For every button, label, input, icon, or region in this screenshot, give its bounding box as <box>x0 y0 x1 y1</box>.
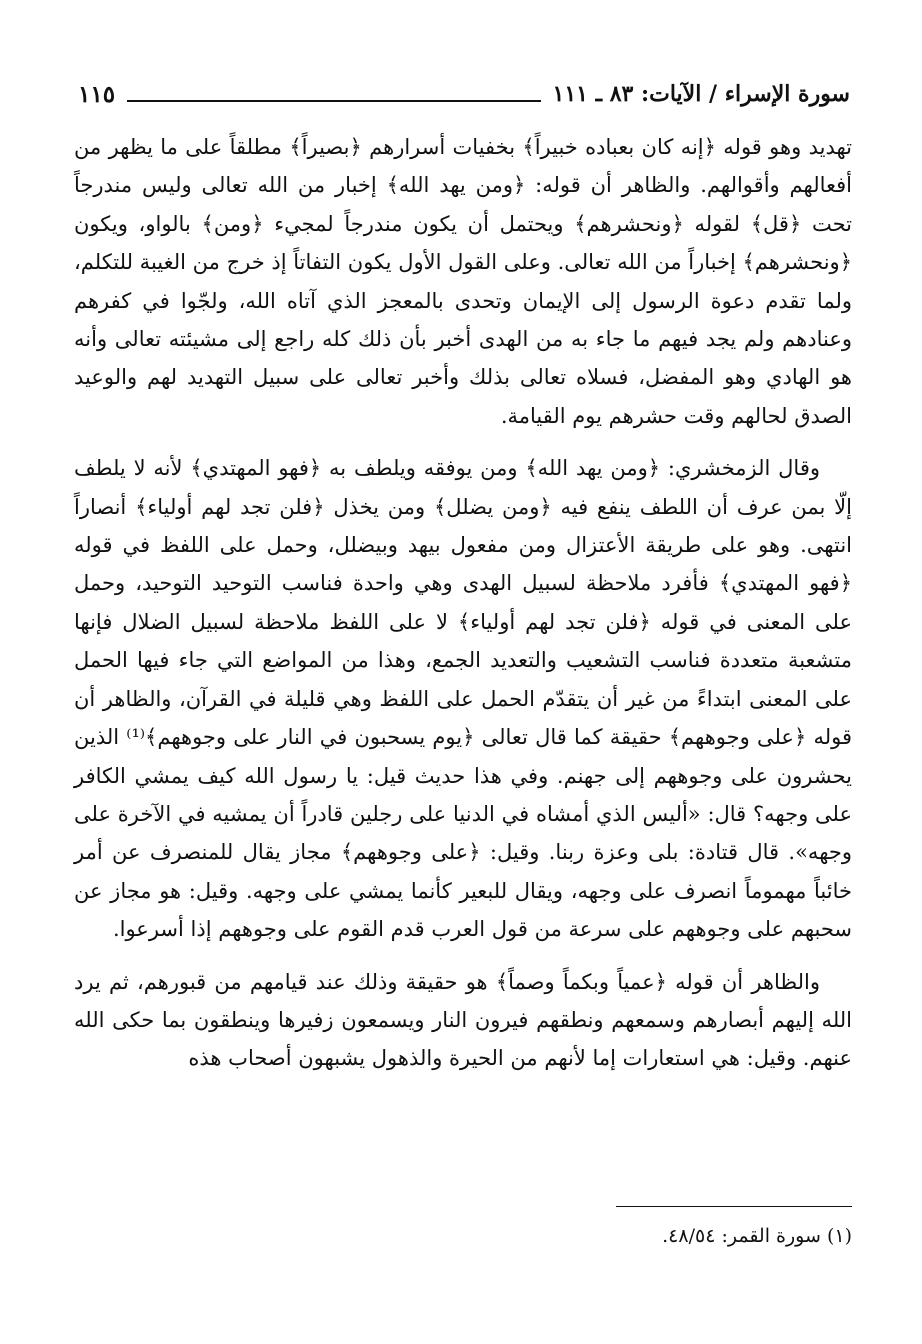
footnote: (١) سورة القمر: ٤٨/٥٤. <box>662 1225 852 1247</box>
header-rule <box>127 100 540 102</box>
body-text <box>74 128 852 1092</box>
running-title: سورة الإسراء / الآيات: ٨٣ ـ ١١١ <box>552 81 850 107</box>
page-number: ١١٥ <box>78 80 116 108</box>
page-header <box>78 74 850 114</box>
paragraph: والظاهر أن قوله ﴿عمياً وبكماً وصماً﴾ هو حقيقة وذلك عند قيامهم من قبورهم، ثم يرد الله إليهم أبصارهم وسمعهم ونطقهم فيرون النار ويسمعون زفيرها وينطقون بما حكى الله عنهم. وقيل: هي استعارات إما لأنهم من الحيرة والذهول يشبهون أصحاب هذه <box>74 969 852 1071</box>
footnote-rule <box>616 1206 852 1207</box>
paragraph: وقال الزمخشري: ﴿ومن يهد الله﴾ ومن يوفقه ويلطف به ﴿فهو المهتدي﴾ لأنه لا يلطف إلّا بمن عرف أن اللطف ينفع فيه ﴿ومن يضلل﴾ ومن يخذل ﴿فلن تجد لهم أولياء﴾ أنصاراً انتهى. وهو على طريقة الأعتزال ومن مفعول بيهد وبيضلل، وحمل على اللفظ في قوله ﴿فهو المهتدي﴾ فأفرد ملاحظة لسبيل الهدى وهي واحدة فناسب التوحيد التوحيد، وحمل على المعنى في قوله ﴿فلن تجد لهم أولياء﴾ لا على اللفظ ملاحظة لسبيل الضلال فإنها متشعبة متعددة فناسب التشعيب والتعديد الجمع، وهذا من المواضع التي جاء فيها الحمل على المعنى ابتداءً من غير أن يتقدّم الحمل على اللفظ وهي قليلة في القرآن، والظاهر أن قوله ﴿على وجوههم﴾ حقيقة كما قال تعالى ﴿يوم يسحبون في النار على وجوههم﴾⁽¹⁾ الذين يحشرون على وجوههم إلى جهنم. وفي هذا حديث قيل: يا رسول الله كيف يمشي الكافر على وجهه؟ قال: «أليس الذي أمشاه في الدنيا على رجلين قادراً أن يمشيه في الآخرة على وجهه». قال قتادة: بلى وعزة ربنا. وقيل: ﴿على وجوههم﴾ مجاز يقال للمنصرف عن أمر خائباً مهموماً انصرف على وجهه، ويقال للبعير كأنما يمشي على وجهه. وقيل: هو مجاز عن سحبهم على وجوههم على سرعة من قول العرب قدم القوم على وجوههم إذا أسرعوا. <box>74 456 852 942</box>
paragraph: تهديد وهو قوله ﴿إنه كان بعباده خبيراً﴾ بخفيات أسرارهم ﴿بصيراً﴾ مطلقاً على ما يظهر من أفعالهم وأقوالهم. والظاهر أن قوله: ﴿ومن يهد الله﴾ إخبار من الله تعالى وليس مندرجاً تحت ﴿قل﴾ لقوله ﴿ونحشرهم﴾ ويحتمل أن يكون مندرجاً لمجيء ﴿ومن﴾ بالواو، ويكون ﴿ونحشرهم﴾ إخباراً من الله تعالى. وعلى القول الأول يكون التفاتاً إذ خرج من الغيبة للتكلم، ولما تقدم دعوة الرسول إلى الإيمان وتحدى بالمعجز الذي آتاه الله، ولجّوا في كفرهم وعنادهم ولم يجد فيهم ما جاء به من الهدى أخبر بأن ذلك كله راجع إلى مشيئته تعالى وأنه هو الهادي وهو المفضل، فسلاه تعالى بذلك وأخبر تعالى على سبيل التهديد لهم والوعيد الصدق لحالهم وقت حشرهم يوم القيامة. <box>74 135 852 428</box>
